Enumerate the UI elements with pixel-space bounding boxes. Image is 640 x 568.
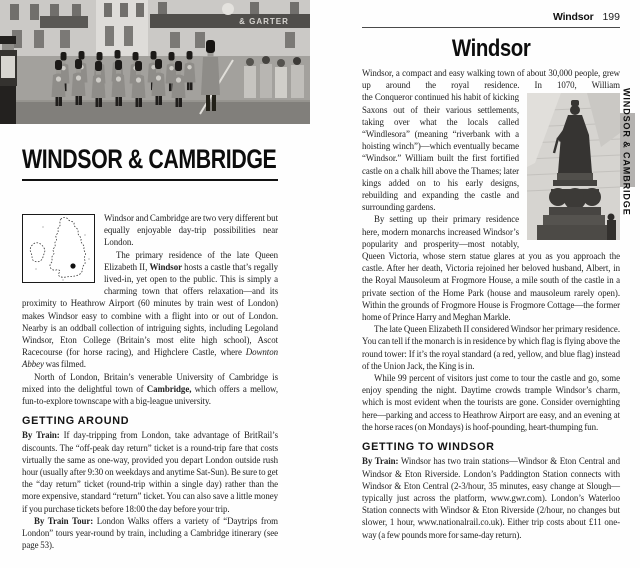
paragraph-text: Windsor, a compact and easy walking town of about 30,000 people, grew up around the royal residence. In 1070, William <box>362 68 620 91</box>
bold-term: Cambridge, <box>146 383 192 394</box>
running-head-chapter: Windsor <box>552 11 594 23</box>
paragraph-text: If day-tripping from London, take advantage of BritRail’s discounts. The “off-peak day return” ticket is a round-trip fare that costs virtually the same as one-way, provided you depart London outside rush hour (usually after 9:30 on weekdays and anytime Sat-Sun). Be sure to get the “day return” ticket (round-trip within a single day) rather than the more expensive, standard “return” ticket. You can also save a little money if you purchase tickets before 18:00 the day before your trip. <box>22 430 278 514</box>
paragraph <box>362 323 620 372</box>
paragraph <box>22 515 278 552</box>
paragraph-text: The late Queen Elizabeth II considered Windsor her primary residence. You can tell if the monarch is in residence by which flag is flying above the round tower: If it’s the royal standard (a red, yellow, and blue flag) instead of the Union Jack, the King is in. <box>362 324 620 371</box>
paragraph-text: While 99 percent of visitors just come to tour the castle and go, some enjoy spending the night. Daytime crowds trample Windsor’s charm, which is most evident when the tourists are gone. Consider overnighting here—parking and access to Heathrow Airport are easy, and an evening at the horse races (on Mondays) is hoof-pounding, heart-thumping fun. <box>362 373 620 432</box>
right-page <box>362 0 620 541</box>
paragraph <box>362 67 620 91</box>
queen-victoria-statue-photo <box>527 93 620 240</box>
chapter-title-text: WINDSOR & CAMBRIDGE <box>22 144 277 174</box>
paragraph-text: The primary residence of the late Queen Elizabeth II, <box>104 249 278 272</box>
paragraph-text: North of London, Britain’s venerable University of Cambridge is mixed into the delightful town of <box>22 371 278 394</box>
section-heading-getting-around: GETTING AROUND <box>22 415 130 428</box>
shop-sign <box>40 16 88 28</box>
paragraph-text: which offers a mellow, fun-to-explore townscape with a big-league university. <box>22 383 278 407</box>
britain-locator-map <box>22 214 95 283</box>
paragraph <box>362 91 620 213</box>
right-body-text <box>362 67 620 541</box>
paragraph <box>362 372 620 433</box>
paragraph-text: the Conqueror continued his habit of kicking Saxons out of their various settlements, taking over what the locals called “Windlesora” (meaning “riverbank with a hoisting winch”)—which eventually became “Windsor.” William built the first fortified castle on a chalk hill above the Thames; later kings added on to his early designs, rebuilding and expanding the castle and surrounding gardens. <box>362 92 519 213</box>
paragraph-text: By setting up their primary residence here, modern monarchs increased Windsor’s popularity and prosperity—most notably, Queen Victoria, whose stern statue glares at you as you approach the castle. After her death, Victoria rejoined her beloved husband, Albert, in the Royal Mausoleum at Frogmore House, a mile south of the castle in a private section of the Home Park (house and mausoleum rarely open). Within the grounds of Frogmore House is Frogmore Cottage—the former home of Prince Harry and Meghan Markle. <box>362 214 620 323</box>
paragraph-text: hosts a castle that’s regally lived-in, yet open to the public. This is simply a charming town that offers relaxation—and its proximity to Heathrow Airport (60 minutes by train west of London) makes Windsor easy to combine with a flight into or out of London. Nearby is an oddball collection of intriguing sights, including Legoland Windsor, Eton College (Britain’s most elite high school), Ascot Racecourse (for horse racing), and Highclere Castle, where <box>22 261 278 358</box>
bold-term: Windsor <box>149 261 182 272</box>
paragraph-lead-in: By Train Tour: <box>34 515 94 526</box>
page-title-text: Windsor <box>451 35 531 62</box>
chapter-title <box>22 144 278 181</box>
paragraph <box>22 429 278 514</box>
windsor-location-dot <box>70 263 75 268</box>
page-title <box>362 35 620 62</box>
hotel-sign-text: & GARTER <box>239 17 289 26</box>
hart-emblem <box>222 3 234 15</box>
paragraph-text: Windsor has two train stations—Windsor & Eton Central and Windsor & Eton Riverside. London’s Paddington Station connects with Windsor & Eton Central (2-3/hour, 35 minutes, easy change at Slough—typically just across the platform, www.gwr.com). London’s Waterloo Station connects with Windsor & Eton Riverside (2/hour, no changes but slower, 1 hour, www.nationalrail.co.uk). Either trip costs about £11 one-way (a few pounds more for same-day return). <box>362 456 620 540</box>
statue-photo-illustration <box>527 93 620 240</box>
section-heading-getting-to-windsor: GETTING TO WINDSOR <box>362 441 495 454</box>
paragraph <box>362 455 620 540</box>
paragraph <box>22 371 278 408</box>
paragraph-text: Windsor and Cambridge are two very different but equally enjoyable day-trip possibilities near London. <box>104 213 278 248</box>
band-photo-illustration <box>0 0 310 124</box>
chapter-tab-label: WINDSOR & CAMBRIDGE <box>621 88 632 216</box>
guards-marching-band-photo <box>0 0 310 124</box>
paragraph-lead-in: By Train: <box>362 456 399 467</box>
paragraph-lead-in: By Train: <box>22 430 60 441</box>
britain-map-sketch <box>23 215 94 282</box>
paragraph-text: London Walks offers a variety of “Daytrips from London” tours year-round by train, including a Cambridge itinerary (see page 53). <box>22 515 278 551</box>
italic-title: Downton Abbey <box>22 347 278 370</box>
page-number: 199 <box>602 11 620 23</box>
running-head <box>362 11 620 28</box>
left-body-text <box>22 212 278 551</box>
paragraph-text: was filmed. <box>43 359 86 370</box>
